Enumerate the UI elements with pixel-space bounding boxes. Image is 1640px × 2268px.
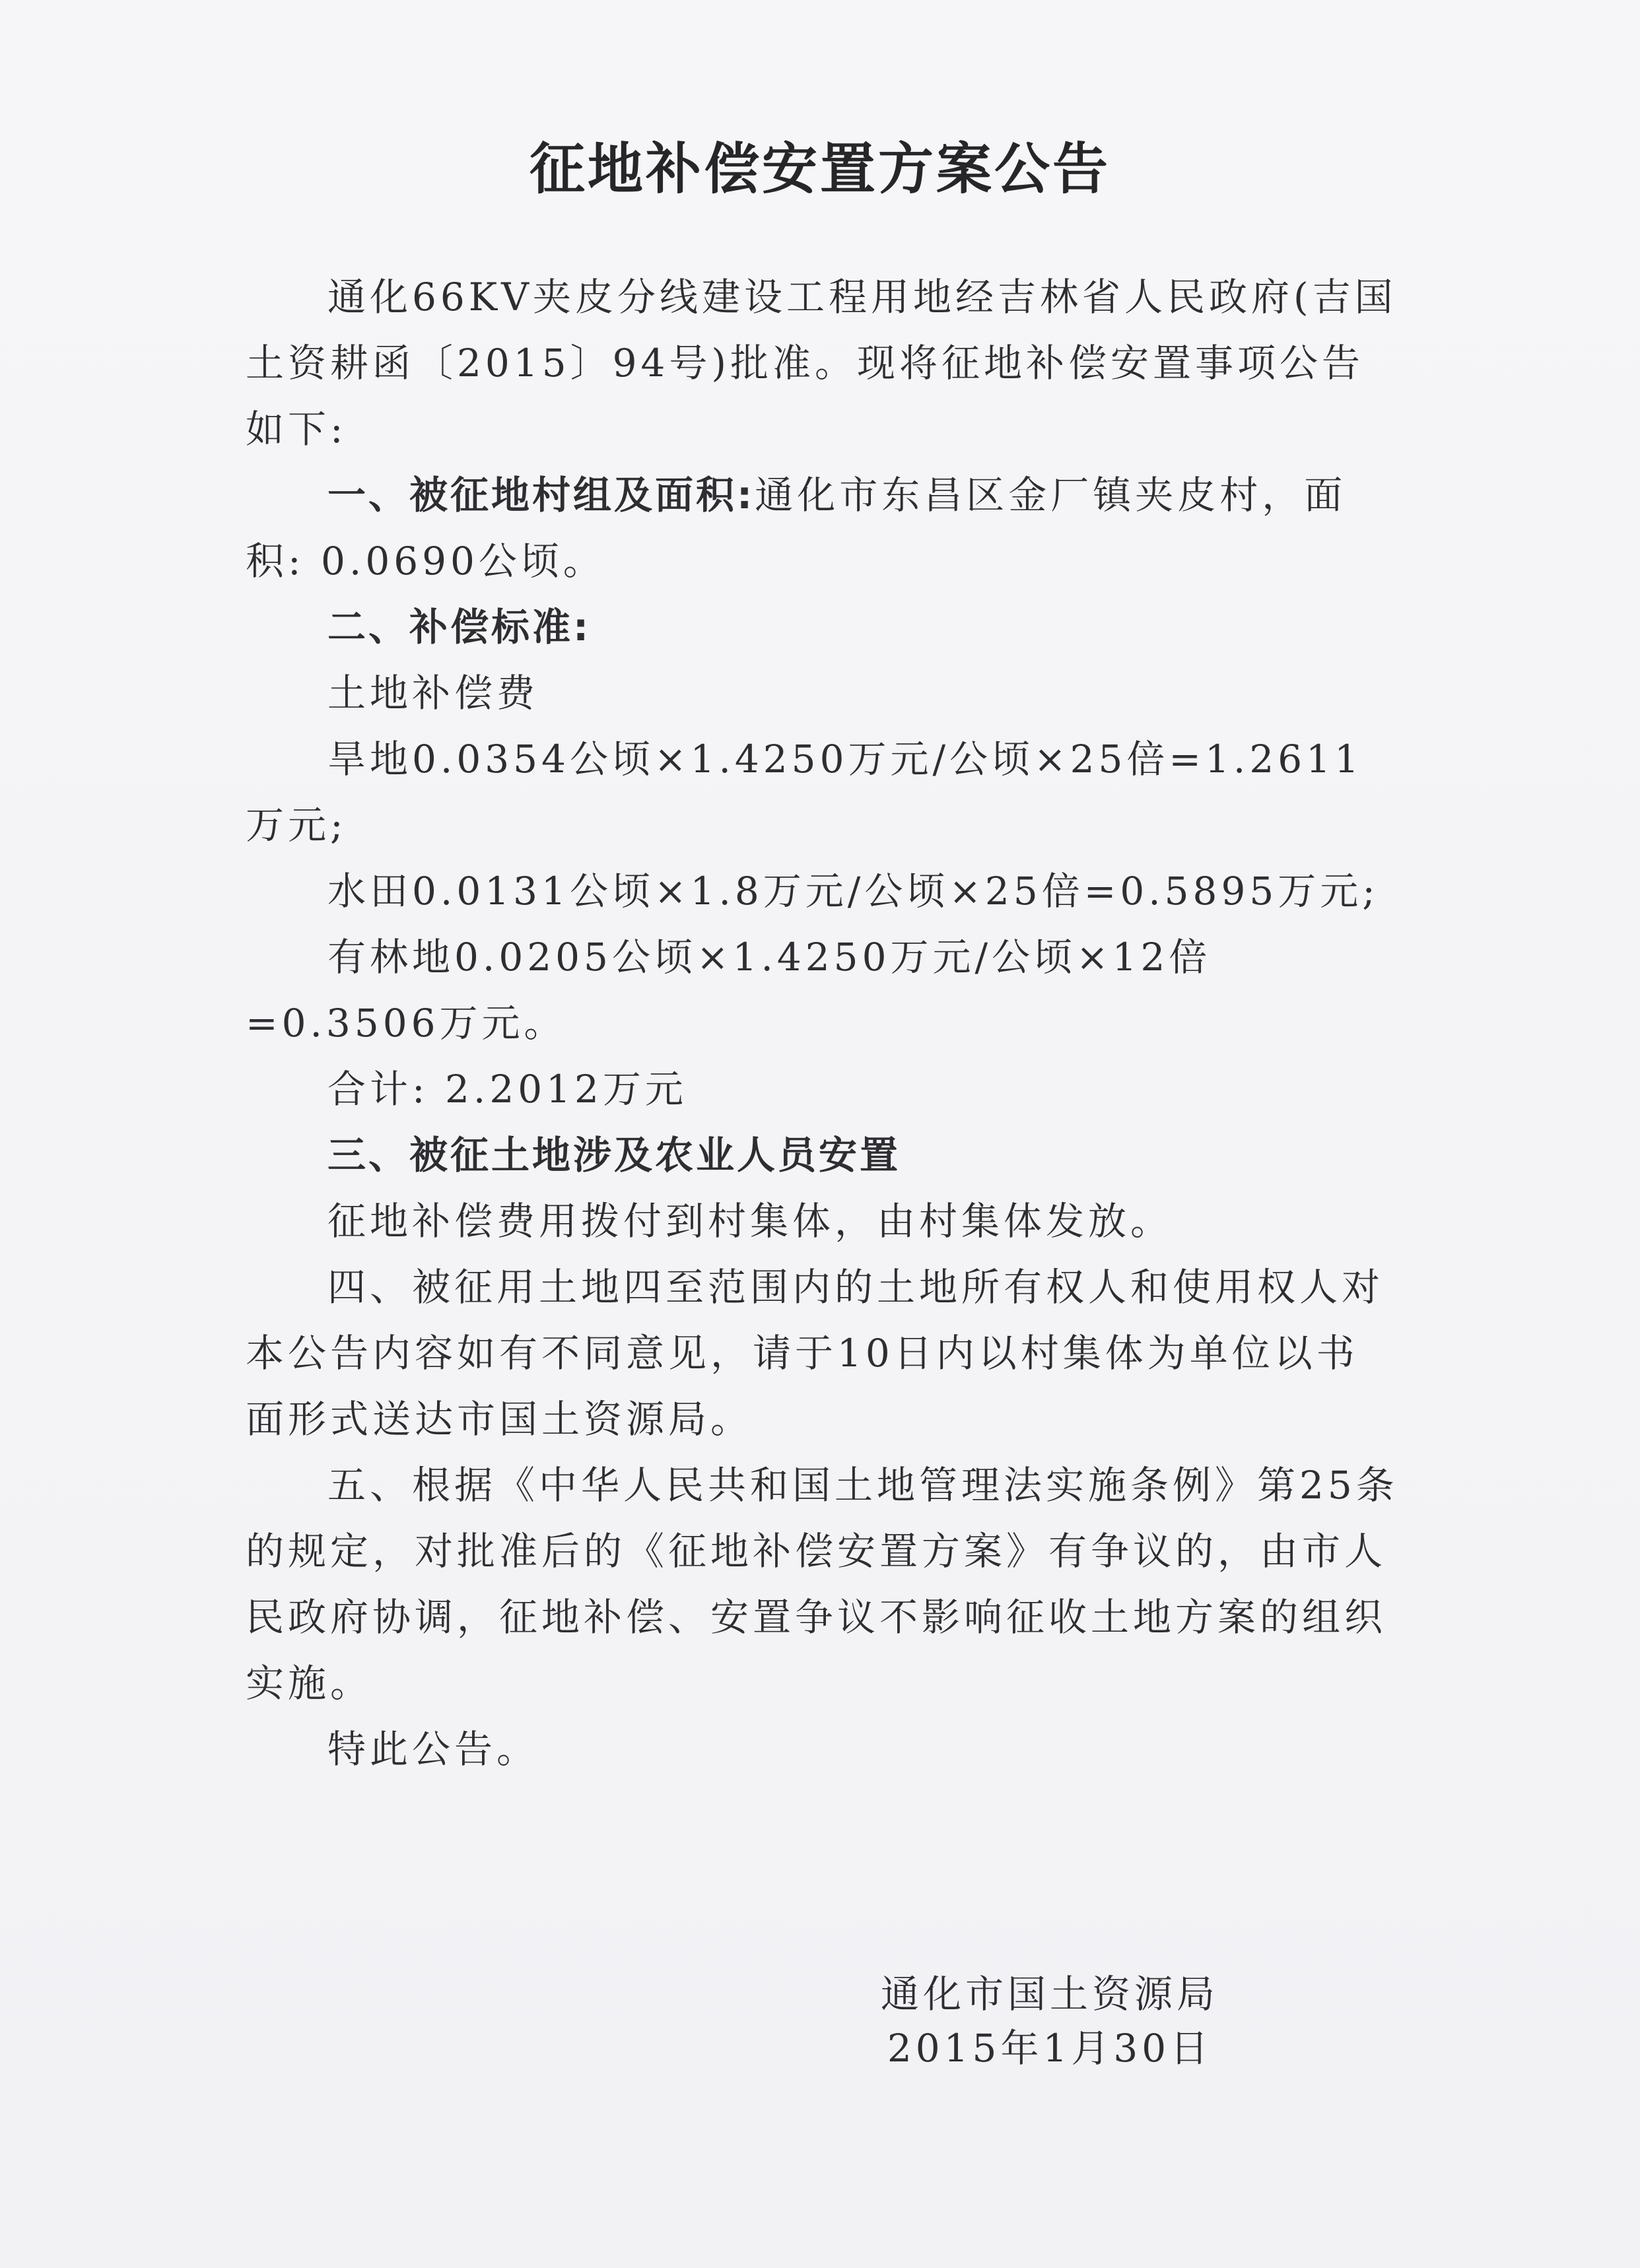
signature-organization: 通化市国土资源局 (880, 1972, 1219, 2017)
section-2-line-1: 旱地0.0354公顷×1.4250万元/公顷×25倍=1.2611万元; (246, 737, 1363, 848)
section-2-subheading: 土地补偿费 (327, 671, 539, 716)
signature-block (871, 1967, 1228, 2075)
signature-date: 2015年1月30日 (887, 2026, 1213, 2071)
section-5-paragraph: 五、根据《中华人民共和国土地管理法实施条例》第25条的规定，对批准后的《征地补偿安置方案》有争议的，由市人民政府协调，征地补偿、安置争议不影响征收土地方案的组织实施。 (246, 1463, 1398, 1706)
intro-paragraph: 通化66KV夹皮分线建设工程用地经吉林省人民政府(吉国土资耕函〔2015〕94号)批准。现将征地补偿安置事项公告如下: (246, 275, 1397, 451)
page-title: 征地补偿安置方案公告 (529, 137, 1110, 201)
section-3-heading: 三、被征土地涉及农业人员安置 (327, 1133, 901, 1178)
section-1-text: 通化市东昌区金厂镇夹皮村，面积: 0.0690公顷。 (246, 473, 1347, 584)
section-2-heading: 二、补偿标准: (327, 605, 592, 650)
section-1-paragraph (246, 462, 1400, 594)
closing-line: 特此公告。 (327, 1727, 539, 1772)
document-body (246, 264, 1400, 1782)
section-2-total: 合计: 2.2012万元 (327, 1067, 687, 1112)
section-4-paragraph: 四、被征用土地四至范围内的土地所有权人和使用权人对本公告内容如有不同意见，请于10日内以村集体为单位以书面形式送达市国土资源局。 (246, 1265, 1384, 1442)
section-2-line-3: 有林地0.0205公顷×1.4250万元/公顷×12倍=0.3506万元。 (246, 935, 1212, 1046)
section-1-heading: 一、被征地村组及面积: (327, 473, 755, 517)
section-2-line-2: 水田0.0131公顷×1.8万元/公顷×25倍=0.5895万元; (327, 869, 1379, 914)
section-3-text: 征地补偿费用拨付到村集体，由村集体发放。 (327, 1199, 1173, 1244)
